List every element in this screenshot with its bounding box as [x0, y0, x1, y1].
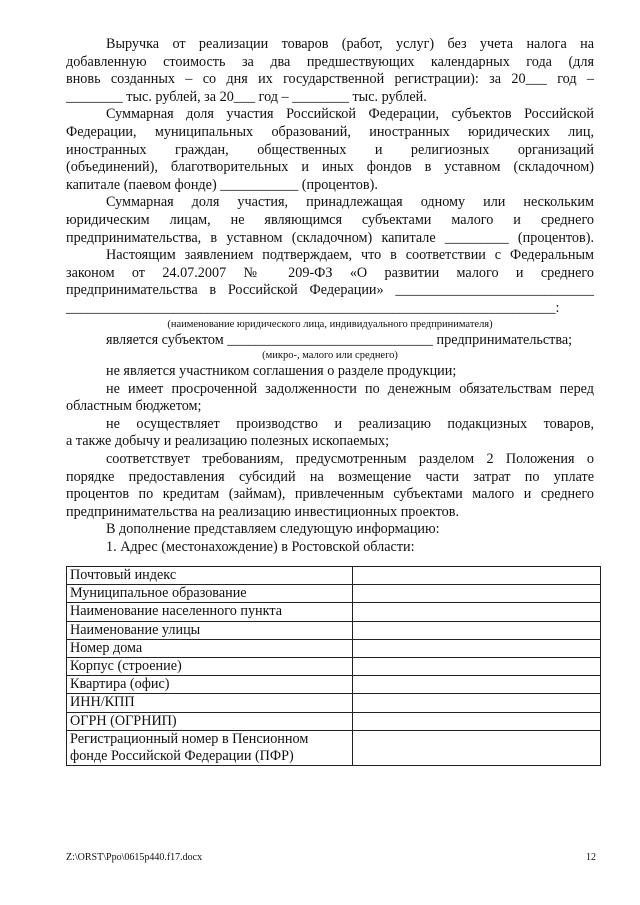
- text-line: областным бюджетом;: [66, 398, 202, 415]
- row-label: ИНН/КПП: [67, 694, 353, 712]
- text-line: Суммарная доля участия, принадлежащая одному или нескольким: [106, 194, 594, 211]
- caption-subject-size: (микро-, малого или среднего): [262, 350, 398, 362]
- table-row: [67, 585, 601, 603]
- row-label: Корпус (строение): [67, 658, 353, 676]
- row-label: Муниципальное образование: [67, 585, 353, 603]
- table-row: [67, 712, 601, 730]
- row-label: Наименование улицы: [67, 621, 353, 639]
- footer-page-number: 12: [586, 852, 596, 863]
- text-line: предпринимательства на реализацию инвестиционных проектов.: [66, 503, 460, 520]
- paragraph-state-share: [66, 106, 594, 194]
- row-value-cell[interactable]: [353, 567, 601, 585]
- text-line: иностранных граждан, общественных и религиозных организаций: [66, 141, 594, 158]
- row-label: Номер дома: [67, 639, 353, 657]
- table-row: [67, 730, 601, 765]
- text-line: а также добычу и реализацию полезных ископаемых;: [66, 433, 390, 450]
- text-line: _____________________________________________________________________:: [66, 299, 560, 316]
- paragraph-no-excise: [66, 416, 594, 451]
- row-value-cell[interactable]: [353, 676, 601, 694]
- row-label: ОГРН (ОГРНИП): [67, 712, 353, 730]
- text-line: капитале (паевом фонде) ___________ (процентов).: [66, 176, 378, 193]
- table-row: [67, 694, 601, 712]
- text-line: вновь созданных – со дня их государственной регистрации): за 20___ год –: [66, 71, 594, 88]
- text-line: Федерации, муниципальных образований, иностранных юридических лиц,: [66, 123, 594, 140]
- paragraph-confirmation: [66, 247, 594, 317]
- paragraph-no-debt: [66, 381, 594, 416]
- address-table: [66, 566, 601, 766]
- table-row: [67, 639, 601, 657]
- text-line: Суммарная доля участия Российской Федерации, субъектов Российской: [106, 106, 594, 123]
- table-row: [67, 567, 601, 585]
- text-line: Выручка от реализации товаров (работ, услуг) без учета налога на: [106, 36, 594, 52]
- table-row: [67, 658, 601, 676]
- text-line: Настоящим заявлением подтверждаем, что в соответствии с Федеральным: [106, 247, 594, 264]
- row-value-cell[interactable]: [353, 658, 601, 676]
- text-line: ________ тыс. рублей, за 20___ год – ________ тыс. рублей.: [66, 88, 427, 105]
- row-label: Почтовый индекс: [67, 567, 353, 585]
- document-body: [66, 36, 594, 557]
- text-line: предпринимательства, в уставном (складочном) капитале _________ (процентов).: [66, 229, 594, 246]
- text-line: (объединений), благотворительных и иных фондов в уставном (складочном): [66, 159, 594, 176]
- row-label: Наименование населенного пункта: [67, 603, 353, 621]
- paragraph-production-sharing: не является участником соглашения о разделе продукции;: [106, 363, 457, 380]
- text-line: соответствует требованиям, предусмотренным разделом 2 Положения о: [106, 451, 594, 468]
- row-value-cell[interactable]: [353, 603, 601, 621]
- row-value-cell[interactable]: [353, 694, 601, 712]
- row-label: Регистрационный номер в Пенсионном фонде Российской Федерации (ПФР): [67, 730, 353, 765]
- paragraph-requirements: [66, 451, 594, 521]
- table-row: [67, 603, 601, 621]
- address-table-body: [67, 567, 601, 766]
- table-row: [67, 676, 601, 694]
- row-value-cell[interactable]: [353, 730, 601, 765]
- subject-line: является субъектом _____________________________ предпринимательства;: [106, 331, 573, 348]
- text-line: процентов по кредитам (займам), привлеченным субъектами малого и среднего: [66, 486, 594, 503]
- text-line: не осуществляет производство и реализацию подакцизных товаров,: [106, 415, 594, 432]
- row-value-cell[interactable]: [353, 621, 601, 639]
- table-row: [67, 621, 601, 639]
- paragraph-legal-entity-share: [66, 194, 594, 247]
- paragraph-address-heading: 1. Адрес (местонахождение) в Ростовской области:: [106, 539, 415, 556]
- footer-file-path: Z:\ORST\Ppo\0615p440.f17.docx: [66, 852, 203, 863]
- text-line: порядке предоставления субсидий на возмещение части затрат по уплате: [66, 468, 594, 485]
- row-value-cell[interactable]: [353, 639, 601, 657]
- text-line: законом от 24.07.2007 № 209-ФЗ «О развитии малого и среднего: [66, 264, 594, 281]
- text-line: предпринимательства в Российской Федерации» ____________________________: [66, 282, 594, 299]
- text-line: добавленную стоимость за два предшествующих календарных года (для: [66, 53, 594, 70]
- paragraph-revenue: [66, 36, 594, 106]
- row-value-cell[interactable]: [353, 712, 601, 730]
- text-line: не имеет просроченной задолженности по денежным обязательствам перед: [106, 380, 594, 397]
- row-label: Квартира (офис): [67, 676, 353, 694]
- text-line: юридическим лицам, не являющимся субъектами малого и среднего: [66, 211, 594, 228]
- row-value-cell[interactable]: [353, 585, 601, 603]
- paragraph-additional-info: В дополнение представляем следующую информацию:: [106, 521, 440, 538]
- caption-entity-name: (наименование юридического лица, индивидуального предпринимателя): [167, 318, 493, 330]
